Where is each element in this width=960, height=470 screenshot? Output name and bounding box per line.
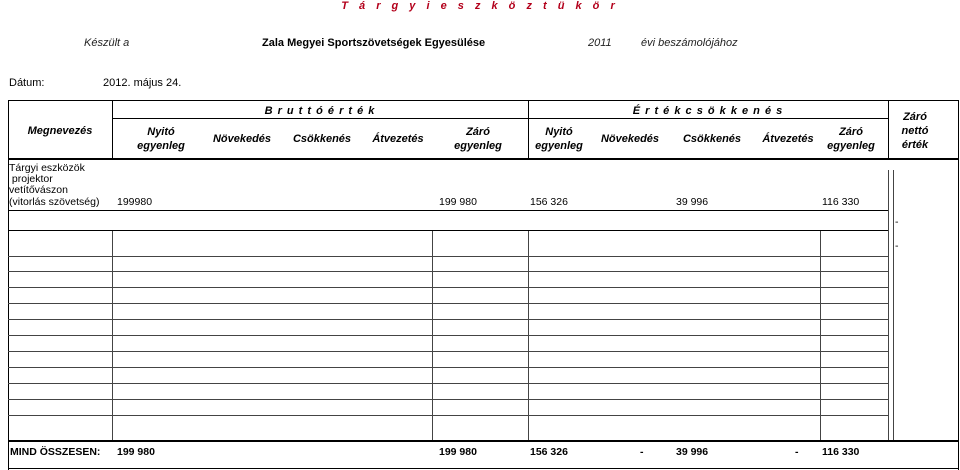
- row-line: [8, 287, 888, 288]
- gross-value-group-header: B r u t t ó é r t é k: [264, 105, 376, 117]
- row-line: [8, 383, 888, 384]
- row-line: [8, 230, 888, 231]
- total-gross-closing: 199 980: [439, 446, 477, 458]
- net-dash: -: [895, 240, 899, 252]
- col-header-gross-decrease: Csökkenés: [292, 133, 352, 145]
- row-name-line1: Tárgyi eszközök: [9, 162, 85, 174]
- col-divider: [888, 100, 889, 158]
- gross-closing-value: 199 980: [439, 196, 477, 208]
- row-line: [8, 271, 888, 272]
- date-label: Dátum:: [9, 77, 45, 89]
- col-header-gross-transfer: Átvezetés: [372, 133, 424, 145]
- row-line: [8, 399, 888, 400]
- col-divider: [893, 170, 894, 440]
- row-line: [8, 335, 888, 336]
- depr-opening-value: 156 326: [530, 196, 568, 208]
- report-year: 2011: [588, 37, 612, 49]
- col-divider: [958, 100, 959, 470]
- total-top-border: [8, 440, 958, 442]
- col-header-depr-decrease: Csökkenés: [682, 133, 742, 145]
- row-line: [8, 303, 888, 304]
- net-dash: -: [895, 216, 899, 228]
- col-header-net-closing: Záró nettó érték: [901, 111, 929, 151]
- depr-closing-value: 116 330: [822, 196, 860, 208]
- col-header-depr-opening: Nyitó egyenleg: [535, 126, 583, 152]
- organization-name: Zala Megyei Sportszövetségek Egyesülése: [262, 37, 486, 49]
- table-top-border: [8, 100, 958, 101]
- depr-increase-value: 39 996: [676, 196, 709, 208]
- row-line: [8, 210, 888, 211]
- depreciation-group-header: É r t é k c s ö k k e n é s: [632, 105, 784, 117]
- row-name-line2: projektor: [9, 173, 53, 185]
- row-line: [8, 351, 888, 352]
- row-name-line4: (vitorlás szövetség): [9, 196, 100, 208]
- total-gross-opening: 199 980: [117, 446, 155, 458]
- row-line: [8, 415, 888, 416]
- col-header-depr-closing: Záró egyenleg: [827, 126, 875, 152]
- col-header-depr-transfer: Átvezetés: [762, 133, 814, 145]
- total-depr-increase-dash: -: [640, 446, 644, 458]
- col-header-name: Megnevezés: [27, 125, 93, 137]
- col-header-gross-closing: Záró egyenleg: [454, 126, 502, 152]
- date-value: 2012. május 24.: [103, 77, 182, 89]
- row-line: [8, 319, 888, 320]
- col-divider: [888, 170, 889, 440]
- gross-opening-value: 199980: [117, 196, 153, 208]
- col-header-gross-opening: Nyitó egyenleg: [137, 126, 185, 152]
- total-label: MIND ÖSSZESEN:: [10, 446, 101, 458]
- header-bottom-border: [8, 158, 958, 160]
- row-name-line3: vetítővászon: [9, 184, 68, 196]
- col-header-depr-increase: Növekedés: [600, 133, 660, 145]
- page-title: T á r g y i e s z k ö z t ü k ö r: [341, 0, 619, 12]
- table-bottom-border: [8, 468, 958, 469]
- group-divider-line: [112, 118, 888, 119]
- total-depr-closing: 116 330: [822, 446, 860, 458]
- report-suffix: évi beszámolójához: [641, 37, 738, 49]
- total-depr-increase: 39 996: [676, 446, 709, 458]
- row-line: [8, 367, 888, 368]
- total-depr-transfer-dash: -: [795, 446, 799, 458]
- total-depr-opening: 156 326: [530, 446, 568, 458]
- col-header-gross-increase: Növekedés: [212, 133, 272, 145]
- prepared-for-label: Készült a: [84, 37, 130, 49]
- row-line: [8, 256, 888, 257]
